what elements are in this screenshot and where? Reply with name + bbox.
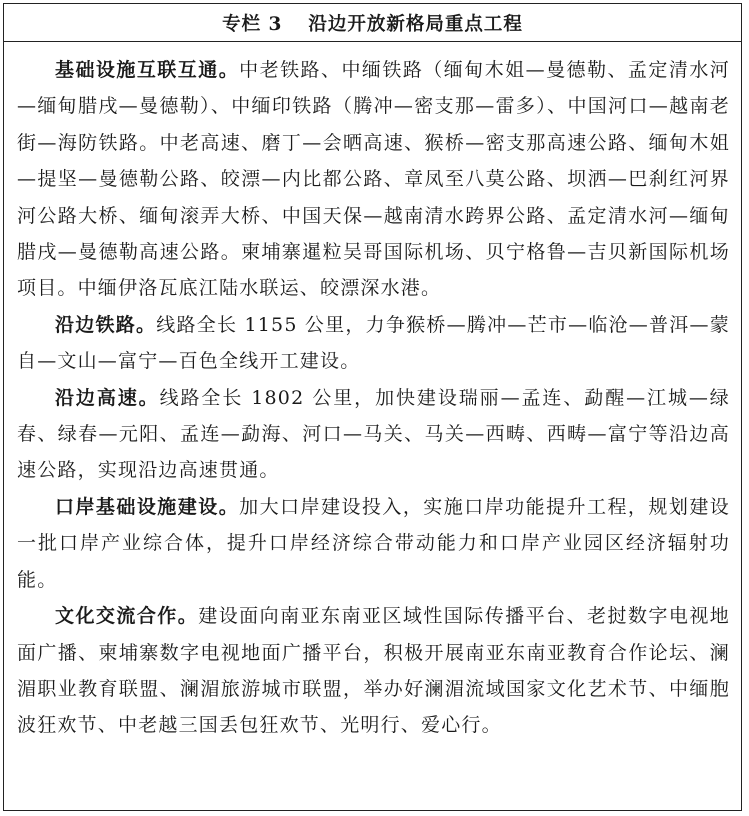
section-heading: 文化交流合作。 — [55, 605, 199, 628]
section-infrastructure — [17, 52, 730, 307]
section-heading: 沿边高速。 — [55, 386, 160, 409]
section-port-infrastructure — [17, 489, 730, 598]
column-box — [3, 3, 742, 811]
section-body: 中老铁路、中缅铁路（缅甸木姐—曼德勒、孟定清水河—缅甸腊戌—曼德勒）、中缅印铁路（腾冲—密支那—雷多）、中国河口—越南老街—海防铁路。中老高速、磨丁—会晒高速、猴桥—密支那高速公路、缅甸木姐—提坚—曼德勒公路、皎漂—内比都公路、章凤至八莫公路、坝洒—巴刹红河界河公路大桥、缅甸滚弄大桥、中国天保—越南清水跨界公路、孟定清水河—缅甸腊戌—曼德勒高速公路。柬埔寨暹粒吴哥国际机场、贝宁格鲁—吉贝新国际机场项目。中缅伊洛瓦底江陆水联运、皎漂深水港。 — [17, 59, 730, 300]
section-body: 建设面向南亚东南亚区域性国际传播平台、老挝数字电视地面广播、柬埔寨数字电视地面广播平台，积极开展南亚东南亚教育合作论坛、澜湄职业教育联盟、澜湄旅游城市联盟，举办好澜湄流域国家文化艺术节、中缅胞波狂欢节、中老越三国丢包狂欢节、光明行、爱心行。 — [17, 605, 731, 737]
section-heading: 基础设施互联互通。 — [55, 59, 240, 81]
box-content — [4, 42, 741, 744]
section-border-expressway — [17, 380, 730, 489]
box-title — [4, 4, 741, 42]
section-cultural-exchange — [17, 598, 730, 744]
section-body: 加大口岸建设投入，实施口岸功能提升工程，规划建设一批口岸产业综合体，提升口岸经济综合带动能力和口岸产业园区经济辐射功能。 — [17, 495, 730, 591]
section-heading: 沿边铁路。 — [55, 313, 157, 336]
box-title-text: 沿边开放新格局重点工程 — [308, 13, 523, 35]
box-title-label: 专栏 3 — [222, 13, 283, 35]
section-body: 线路全长 1802 公里，加快建设瑞丽—孟连、勐醒—江城—绿春、绿春—元阳、孟连—勐海、河口—马关、马关—西畴、西畴—富宁等沿边高速公路，实现沿边高速贯通。 — [17, 386, 730, 482]
section-border-railway — [17, 307, 730, 380]
section-body: 线路全长 1155 公里，力争猴桥—腾冲—芒市—临沧—普洱—蒙自—文山—富宁—百色全线开工建设。 — [17, 313, 730, 373]
section-heading: 口岸基础设施建设。 — [55, 495, 240, 518]
